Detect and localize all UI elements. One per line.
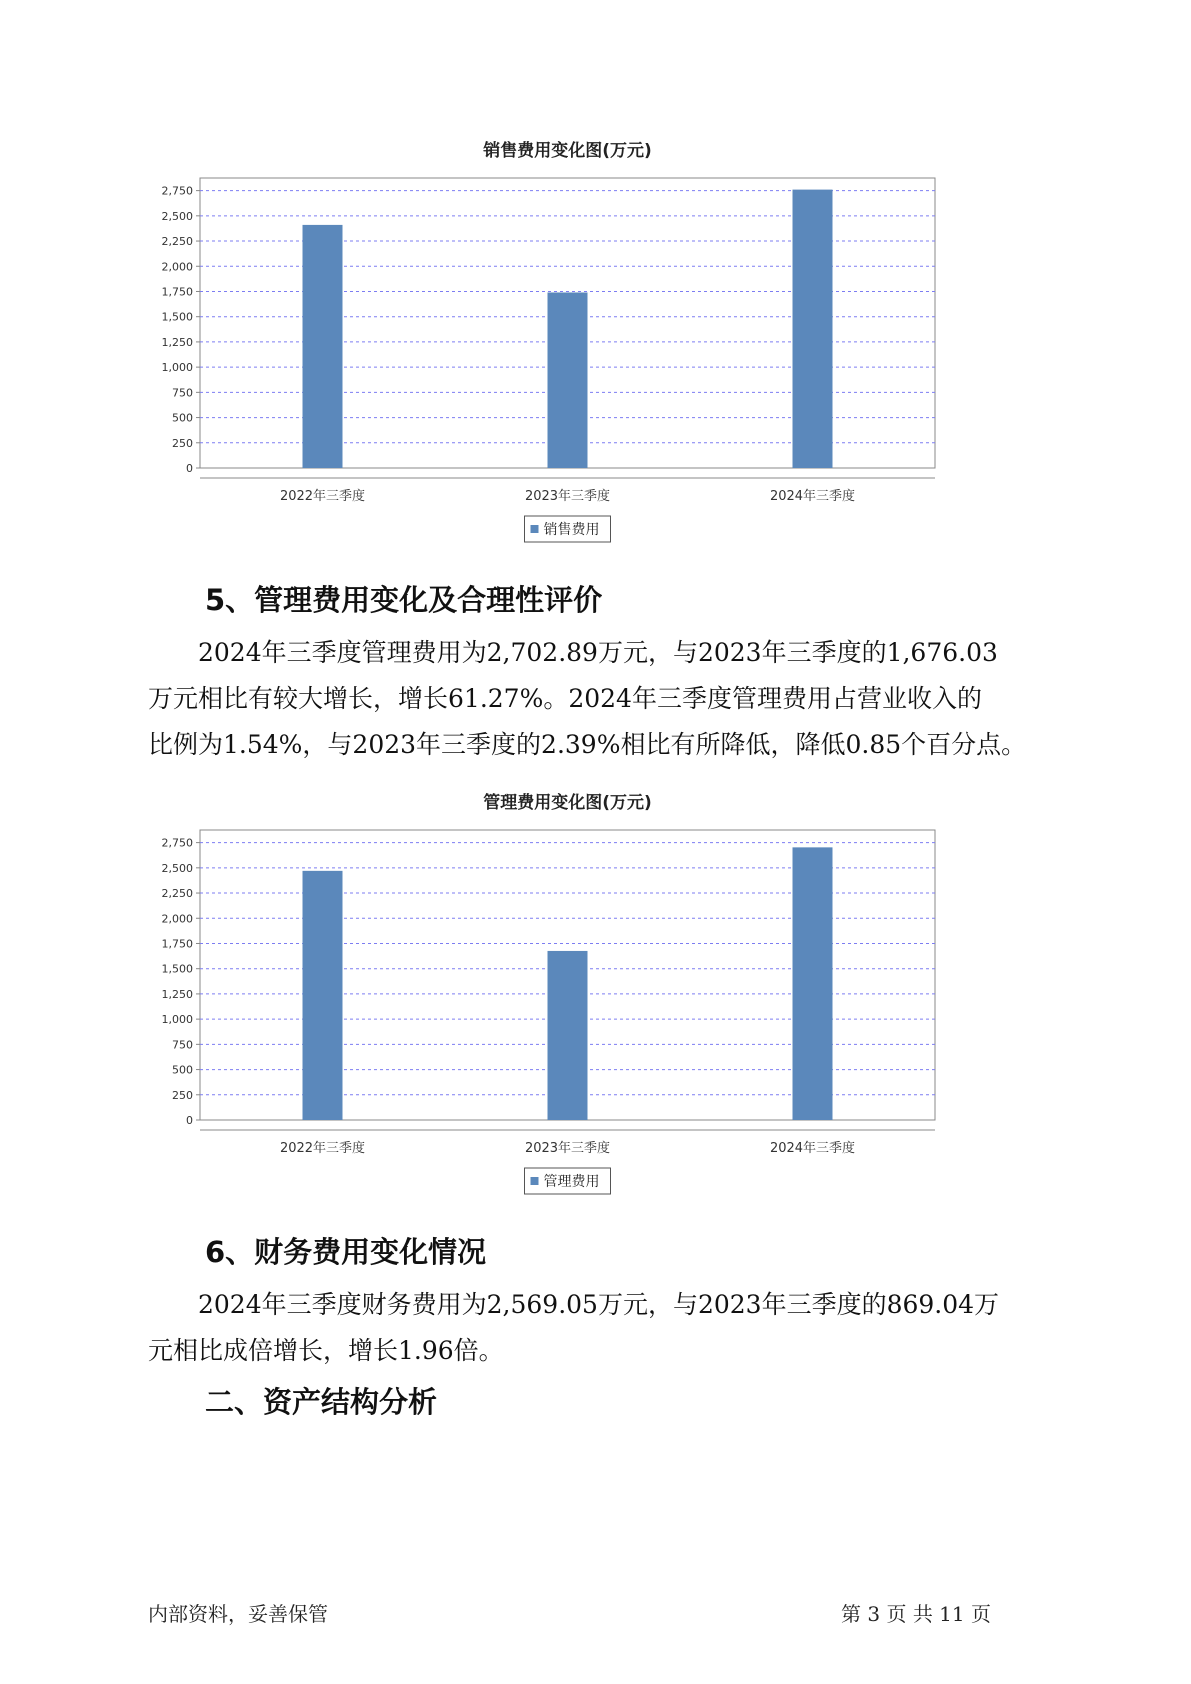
footer-confidential: 内部资料，妥善保管 bbox=[148, 1602, 328, 1626]
chart2-ytick-label: 250 bbox=[172, 1088, 193, 1102]
chart1-ytick-label: 2,500 bbox=[161, 209, 193, 223]
chart2-xtick-label: 2024年三季度 bbox=[769, 1141, 856, 1156]
chart1-xtick-label: 2024年三季度 bbox=[769, 489, 856, 504]
chart1-ytick-label: 1,500 bbox=[161, 310, 193, 324]
chart2-title: 管理费用变化图(万元) bbox=[483, 793, 652, 813]
chart2-bar bbox=[793, 847, 833, 1120]
section-6-line-1: 2024年三季度财务费用为2,569.05万元，与2023年三季度的869.04万 bbox=[198, 1290, 1000, 1319]
chart1-ytick-label: 1,000 bbox=[161, 361, 193, 375]
chart1-xtick-label: 2022年三季度 bbox=[279, 489, 366, 504]
chart2-xtick-label: 2022年三季度 bbox=[279, 1141, 366, 1156]
chart2-ytick-label: 2,250 bbox=[161, 887, 193, 901]
chart1-ytick-label: 500 bbox=[172, 411, 193, 425]
chart2-ytick-label: 2,500 bbox=[161, 861, 193, 875]
chart2-ytick-label: 1,000 bbox=[161, 1013, 193, 1027]
chart1-title: 销售费用变化图(万元) bbox=[483, 141, 652, 161]
chart1-legend-swatch bbox=[531, 525, 539, 533]
chart1-xtick-label: 2023年三季度 bbox=[524, 489, 611, 504]
admin-expense-chart-svg bbox=[150, 780, 1040, 1240]
chart1-ytick-label: 250 bbox=[172, 436, 193, 450]
chart1-ytick-label: 1,750 bbox=[161, 285, 193, 299]
chart1-ytick-label: 750 bbox=[172, 386, 193, 400]
section-5-line-3: 比例为1.54%，与2023年三季度的2.39%相比有所降低，降低0.85个百分点。 bbox=[148, 730, 1027, 759]
section-5-heading: 5、管理费用变化及合理性评价 bbox=[205, 583, 603, 617]
chart1-ytick-label: 1,250 bbox=[161, 335, 193, 349]
sales-expense-chart-svg bbox=[150, 128, 1040, 588]
chart2-ytick-label: 0 bbox=[186, 1114, 193, 1127]
section-6-heading: 6、财务费用变化情况 bbox=[205, 1235, 487, 1269]
chart2-legend-label: 管理费用 bbox=[543, 1174, 600, 1190]
chart2-ytick-label: 2,000 bbox=[161, 912, 193, 926]
chart2-ytick-label: 1,250 bbox=[161, 987, 193, 1001]
section-5-line-2: 万元相比有较大增长，增长61.27%。2024年三季度管理费用占营业收入的 bbox=[148, 684, 982, 713]
chart2-ytick-label: 1,750 bbox=[161, 937, 193, 951]
chart2-ytick-label: 2,750 bbox=[161, 836, 193, 850]
footer-page-number: 第 3 页 共 11 页 bbox=[841, 1602, 991, 1626]
chart2-legend-swatch bbox=[531, 1177, 539, 1185]
chart2-ytick-label: 750 bbox=[172, 1038, 193, 1052]
section-6-line-2: 元相比成倍增长，增长1.96倍。 bbox=[148, 1336, 504, 1365]
section-6-paragraph bbox=[148, 1282, 1048, 1374]
admin-expense-chart bbox=[150, 780, 1040, 1240]
section-2-heading: 二、资产结构分析 bbox=[205, 1385, 438, 1419]
chart2-ytick-label: 500 bbox=[172, 1063, 193, 1077]
section-5-paragraph bbox=[148, 630, 1048, 768]
chart1-bar bbox=[548, 292, 588, 468]
chart2-bar bbox=[303, 871, 343, 1120]
chart1-ytick-label: 0 bbox=[186, 462, 193, 475]
section-5-line-1: 2024年三季度管理费用为2,702.89万元，与2023年三季度的1,676.03 bbox=[198, 638, 998, 667]
chart1-ytick-label: 2,750 bbox=[161, 184, 193, 198]
chart1-bar bbox=[793, 190, 833, 468]
chart2-ytick-label: 1,500 bbox=[161, 962, 193, 976]
sales-expense-chart bbox=[150, 128, 1040, 588]
chart1-ytick-label: 2,000 bbox=[161, 260, 193, 274]
chart2-bar bbox=[548, 951, 588, 1120]
chart1-bar bbox=[303, 225, 343, 468]
chart2-xtick-label: 2023年三季度 bbox=[524, 1141, 611, 1156]
chart1-legend-label: 销售费用 bbox=[543, 522, 600, 538]
chart1-ytick-label: 2,250 bbox=[161, 235, 193, 249]
